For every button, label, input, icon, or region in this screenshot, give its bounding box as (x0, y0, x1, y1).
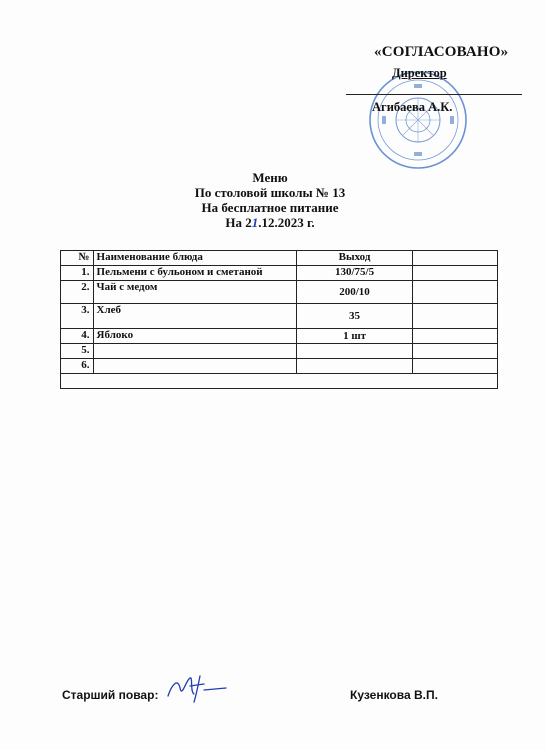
row-extra (413, 266, 498, 281)
row-extra (413, 329, 498, 344)
date-handwritten-digit: 1 (251, 215, 259, 230)
row-output: 130/75/5 (296, 266, 413, 281)
menu-heading (150, 170, 390, 230)
row-output: 200/10 (296, 281, 413, 304)
approval-name: Агибаева А.К. (372, 100, 453, 114)
row-dish (93, 344, 296, 359)
row-num: 4. (61, 329, 94, 344)
row-extra (413, 304, 498, 329)
official-stamp (368, 70, 468, 170)
approval-title: «СОГЛАСОВАНО» (374, 44, 509, 60)
heading-school: По столовой школы № 13 (194, 185, 346, 200)
cook-label: Старший повар: (62, 688, 159, 702)
table-header-row (61, 251, 498, 266)
row-extra (413, 359, 498, 374)
row-extra (413, 281, 498, 304)
table-row (61, 304, 498, 329)
header-dish: Наименование блюда (93, 251, 296, 266)
row-output: 1 шт (296, 329, 413, 344)
heading-title: Меню (252, 170, 288, 185)
approval-block (330, 42, 530, 162)
row-output: 35 (296, 304, 413, 329)
header-extra (413, 251, 498, 266)
row-extra (413, 344, 498, 359)
date-suffix: .12.2023 г. (258, 215, 315, 230)
table-row (61, 359, 498, 374)
row-dish: Пельмени с бульоном и сметаной (93, 266, 296, 281)
header-num: № (61, 251, 94, 266)
table-footer-cell (61, 374, 498, 389)
table-footer-row (61, 374, 498, 389)
handwritten-signature (160, 670, 230, 706)
table-row (61, 344, 498, 359)
row-num: 2. (61, 281, 94, 304)
signature-line (346, 94, 522, 95)
row-num: 5. (61, 344, 94, 359)
row-dish (93, 359, 296, 374)
date-prefix: На 2 (225, 215, 252, 230)
table-row (61, 281, 498, 304)
heading-purpose: На бесплатное питание (201, 200, 339, 215)
table-row (61, 329, 498, 344)
row-num: 6. (61, 359, 94, 374)
row-dish: Хлеб (93, 304, 296, 329)
cook-name: Кузенкова В.П. (350, 688, 438, 702)
table-row (61, 266, 498, 281)
row-num: 3. (61, 304, 94, 329)
menu-table (60, 250, 498, 389)
row-dish: Чай с медом (93, 281, 296, 304)
header-output: Выход (296, 251, 413, 266)
row-num: 1. (61, 266, 94, 281)
approval-role: Директор (392, 66, 447, 80)
row-output (296, 359, 413, 374)
row-dish: Яблоко (93, 329, 296, 344)
heading-date (150, 215, 390, 230)
row-output (296, 344, 413, 359)
